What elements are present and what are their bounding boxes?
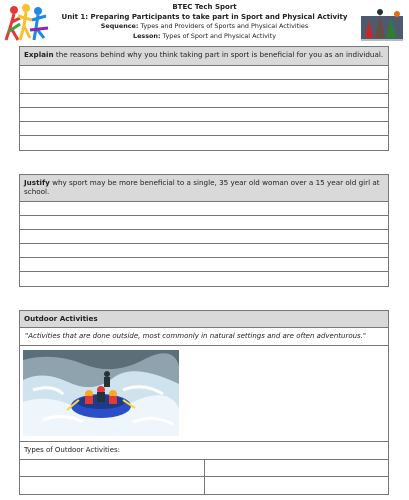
justify-task-prompt: Justify why sport may be more beneficial to a single, 35 year old woman over a 15 year old girl at school. (20, 175, 388, 202)
outdoor-activities-title: Outdoor Activities (20, 311, 388, 328)
answer-line[interactable] (20, 66, 388, 80)
photo-cell (20, 346, 388, 442)
justify-task-box (19, 174, 389, 287)
answer-line[interactable] (20, 258, 388, 272)
answer-line[interactable] (20, 80, 388, 94)
explain-task-prompt: Explain the reasons behind why you think taking part in sport is beneficial for you as an individual. (20, 47, 388, 66)
answer-cell[interactable] (20, 460, 204, 476)
lesson-line: Lesson: Types of Sport and Physical Activity (133, 31, 276, 40)
unit-title: Unit 1: Preparing Participants to take part in Sport and Physical Activity (61, 12, 348, 21)
answer-row (20, 460, 388, 477)
answer-line[interactable] (20, 216, 388, 230)
answer-cell[interactable] (204, 460, 389, 476)
sport-figures-logo-icon (4, 2, 50, 44)
answer-line[interactable] (20, 136, 388, 150)
answer-line[interactable] (20, 94, 388, 108)
outdoor-activities-box (19, 310, 389, 495)
types-of-outdoor-activities-label: Types of Outdoor Activities: (20, 442, 388, 460)
header-text (60, 3, 349, 41)
outdoor-activities-answer-grid[interactable] (20, 460, 388, 494)
answer-line[interactable] (20, 202, 388, 216)
outdoor-definition: "Activities that are done outside, most commonly in natural settings and are often adventurous." (20, 328, 388, 346)
sport-collage-logo-icon (359, 2, 405, 44)
answer-line[interactable] (20, 244, 388, 258)
answer-cell[interactable] (20, 477, 204, 494)
answer-row (20, 477, 388, 494)
white-water-rafting-photo (23, 350, 179, 436)
course-title: BTEC Tech Sport (172, 3, 237, 11)
explain-task-box (19, 46, 389, 151)
sequence-line: Sequence: Types and Providers of Sports and Physical Activities (100, 22, 309, 30)
answer-line[interactable] (20, 122, 388, 136)
answer-line[interactable] (20, 108, 388, 122)
worksheet-header (0, 0, 409, 46)
answer-line[interactable] (20, 272, 388, 286)
answer-cell[interactable] (204, 477, 389, 494)
justify-answer-lines[interactable] (20, 202, 388, 286)
explain-answer-lines[interactable] (20, 66, 388, 150)
answer-line[interactable] (20, 230, 388, 244)
